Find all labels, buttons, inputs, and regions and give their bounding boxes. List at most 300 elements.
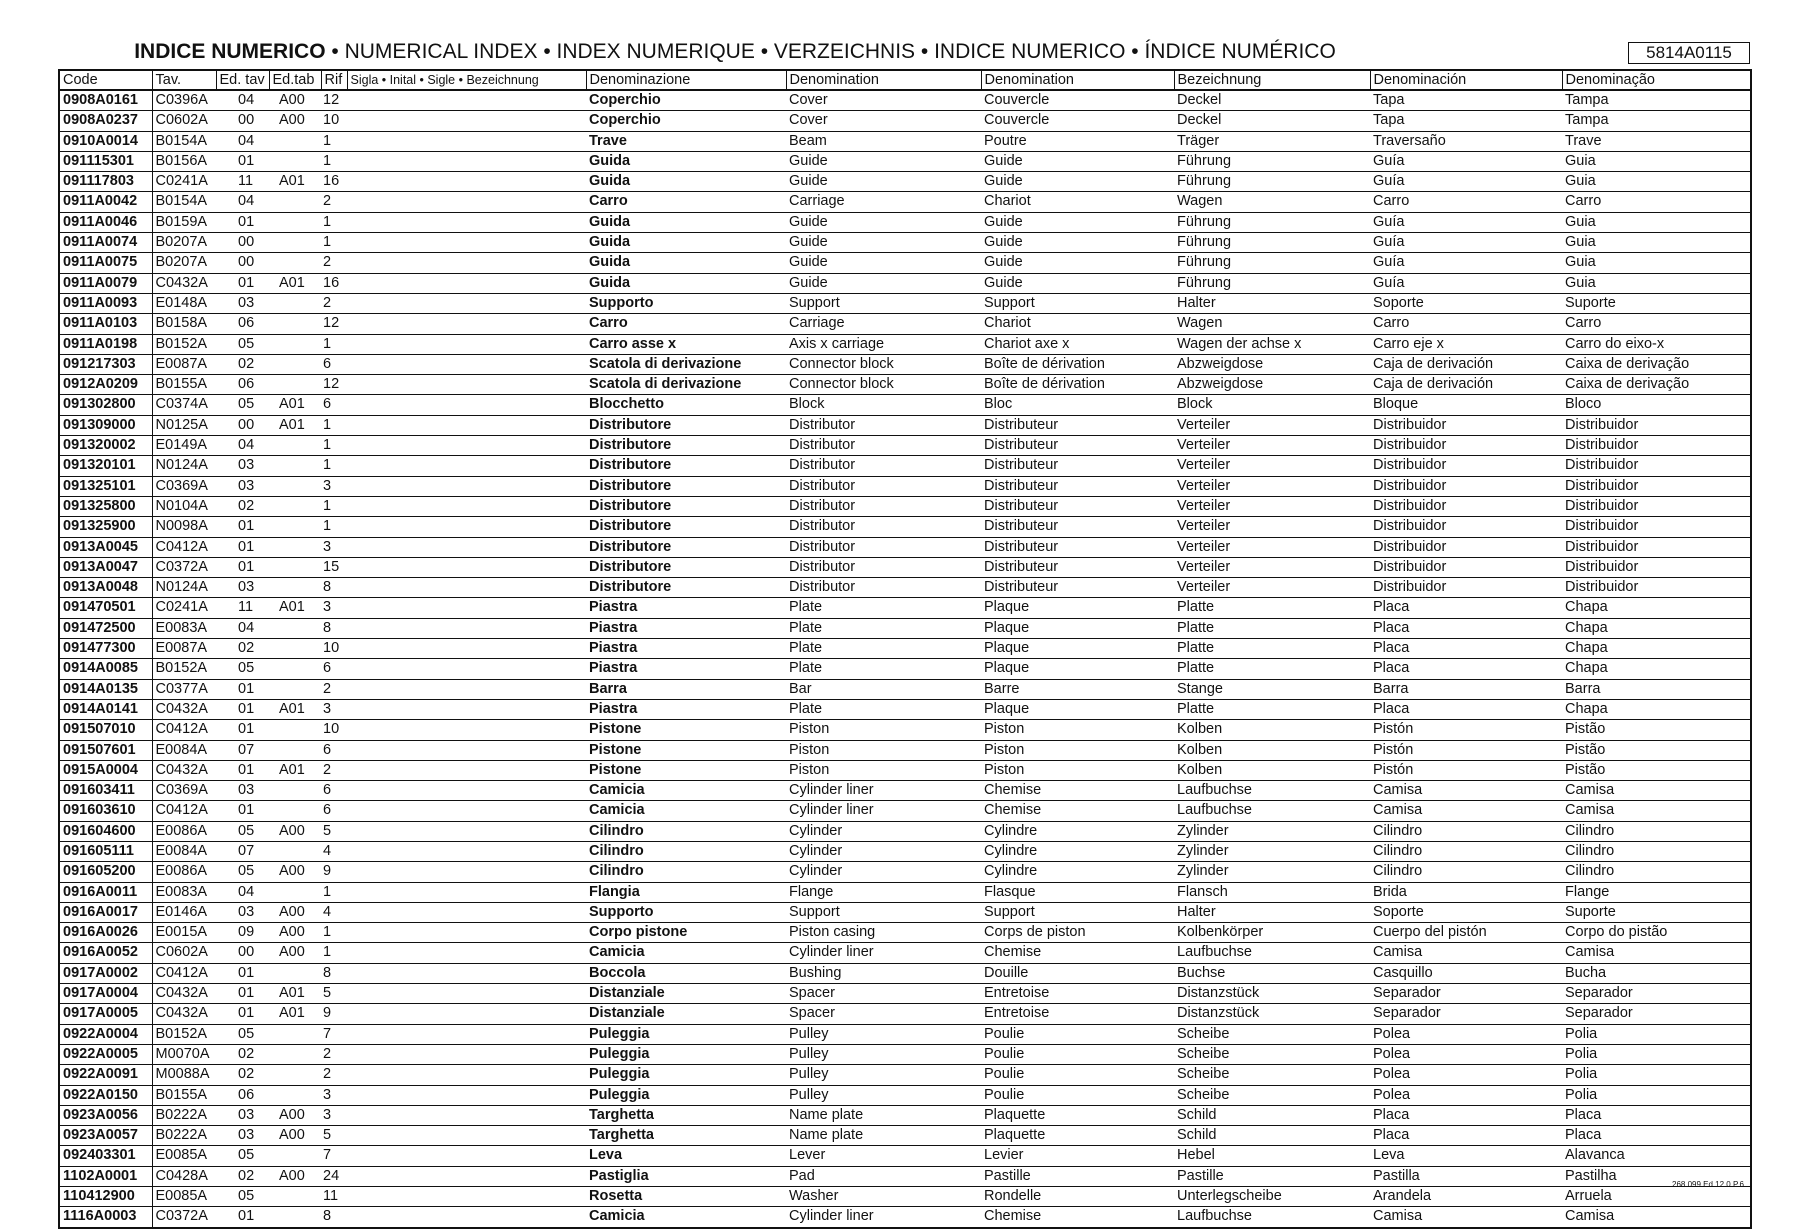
- denominacao-cell: Guia: [1562, 273, 1751, 293]
- code-cell: 091115301: [59, 151, 152, 171]
- denominacion-cell: Distribuidor: [1370, 517, 1562, 537]
- denominacion-cell: Cilindro: [1370, 841, 1562, 861]
- table-row: [59, 862, 1751, 882]
- bezeichnung-cell: Führung: [1174, 233, 1370, 253]
- rif-cell: 12: [321, 375, 347, 395]
- ed-tav-cell: 04: [216, 90, 269, 111]
- ed-tav-cell: 03: [216, 578, 269, 598]
- ed-tav-cell: 05: [216, 862, 269, 882]
- bezeichnung-cell: Laufbuchse: [1174, 781, 1370, 801]
- code-cell: 091507010: [59, 720, 152, 740]
- denominacion-cell: Cilindro: [1370, 821, 1562, 841]
- code-cell: 0916A0026: [59, 923, 152, 943]
- denominacao-cell: Tampa: [1562, 111, 1751, 131]
- denominacion-cell: Carro: [1370, 314, 1562, 334]
- code-cell: 0911A0046: [59, 212, 152, 232]
- bezeichnung-cell: Verteiler: [1174, 517, 1370, 537]
- ed-tav-cell: 11: [216, 598, 269, 618]
- denominazione-cell: Carro: [586, 192, 786, 212]
- tav-cell: C0372A: [152, 1207, 216, 1228]
- code-cell: 0914A0085: [59, 659, 152, 679]
- sigla-cell: [347, 415, 586, 435]
- table-row: [59, 760, 1751, 780]
- table-row: [59, 1105, 1751, 1125]
- ed-tab-cell: A00: [269, 923, 321, 943]
- denominazione-cell: Distributore: [586, 476, 786, 496]
- bezeichnung-cell: Verteiler: [1174, 456, 1370, 476]
- denominacion-cell: Soporte: [1370, 293, 1562, 313]
- rif-cell: 2: [321, 679, 347, 699]
- denominacao-cell: Pastilha: [1562, 1166, 1751, 1186]
- denominacao-cell: Caixa de derivação: [1562, 375, 1751, 395]
- bezeichnung-cell: Scheibe: [1174, 1024, 1370, 1044]
- ed-tav-cell: 11: [216, 172, 269, 192]
- sigla-cell: [347, 253, 586, 273]
- denomination-en-cell: Distributor: [786, 557, 981, 577]
- denominacao-cell: Separador: [1562, 1004, 1751, 1024]
- bezeichnung-cell: Abzweigdose: [1174, 354, 1370, 374]
- sigla-cell: [347, 740, 586, 760]
- denominacion-cell: Distribuidor: [1370, 476, 1562, 496]
- code-cell: 091603610: [59, 801, 152, 821]
- table-row: [59, 293, 1751, 313]
- rif-cell: 6: [321, 740, 347, 760]
- code-cell: 1102A0001: [59, 1166, 152, 1186]
- bezeichnung-cell: Hebel: [1174, 1146, 1370, 1166]
- sigla-cell: [347, 557, 586, 577]
- denominazione-cell: Puleggia: [586, 1024, 786, 1044]
- denominacao-cell: Guia: [1562, 212, 1751, 232]
- denominacao-cell: Guia: [1562, 172, 1751, 192]
- denomination-en-cell: Distributor: [786, 436, 981, 456]
- denominacion-cell: Guía: [1370, 151, 1562, 171]
- rif-cell: 1: [321, 334, 347, 354]
- rif-cell: 16: [321, 273, 347, 293]
- denomination-en-cell: Cylinder liner: [786, 801, 981, 821]
- denomination-fr-cell: Guide: [981, 212, 1174, 232]
- sigla-cell: [347, 639, 586, 659]
- bezeichnung-cell: Schild: [1174, 1126, 1370, 1146]
- denominazione-cell: Guida: [586, 273, 786, 293]
- table-row: [59, 436, 1751, 456]
- code-cell: 0913A0045: [59, 537, 152, 557]
- tav-cell: C0412A: [152, 801, 216, 821]
- bezeichnung-cell: Verteiler: [1174, 537, 1370, 557]
- denominazione-cell: Distributore: [586, 456, 786, 476]
- ed-tav-cell: 02: [216, 496, 269, 516]
- ed-tav-cell: 01: [216, 720, 269, 740]
- bezeichnung-cell: Deckel: [1174, 111, 1370, 131]
- denominacion-cell: Caja de derivación: [1370, 375, 1562, 395]
- table-row: [59, 334, 1751, 354]
- denomination-en-cell: Guide: [786, 151, 981, 171]
- ed-tav-cell: 06: [216, 1085, 269, 1105]
- ed-tab-cell: [269, 720, 321, 740]
- sigla-cell: [347, 172, 586, 192]
- ed-tav-cell: 02: [216, 354, 269, 374]
- code-cell: 091507601: [59, 740, 152, 760]
- rif-cell: 1: [321, 923, 347, 943]
- rif-cell: 15: [321, 557, 347, 577]
- code-cell: 0911A0079: [59, 273, 152, 293]
- denomination-fr-cell: Poulie: [981, 1024, 1174, 1044]
- denominacao-cell: Polia: [1562, 1065, 1751, 1085]
- ed-tav-cell: 01: [216, 760, 269, 780]
- rif-cell: 3: [321, 1105, 347, 1125]
- sigla-cell: [347, 293, 586, 313]
- sigla-cell: [347, 1146, 586, 1166]
- denominacion-cell: Separador: [1370, 1004, 1562, 1024]
- rif-cell: 2: [321, 293, 347, 313]
- denominazione-cell: Flangia: [586, 882, 786, 902]
- denominacion-cell: Pistón: [1370, 760, 1562, 780]
- ed-tav-cell: 04: [216, 882, 269, 902]
- denomination-en-cell: Distributor: [786, 476, 981, 496]
- denominacao-cell: Chapa: [1562, 659, 1751, 679]
- rif-cell: 1: [321, 882, 347, 902]
- tav-cell: B0156A: [152, 151, 216, 171]
- table-row: [59, 557, 1751, 577]
- table-row: [59, 354, 1751, 374]
- tav-cell: C0432A: [152, 984, 216, 1004]
- sigla-cell: [347, 862, 586, 882]
- ed-tav-cell: 07: [216, 740, 269, 760]
- rif-cell: 9: [321, 862, 347, 882]
- bezeichnung-cell: Zylinder: [1174, 841, 1370, 861]
- tav-cell: B0222A: [152, 1105, 216, 1125]
- bezeichnung-cell: Führung: [1174, 253, 1370, 273]
- denominazione-cell: Supporto: [586, 902, 786, 922]
- denominacao-cell: Chapa: [1562, 598, 1751, 618]
- denomination-en-cell: Pulley: [786, 1085, 981, 1105]
- denomination-en-cell: Guide: [786, 172, 981, 192]
- denomination-en-cell: Pulley: [786, 1044, 981, 1064]
- bezeichnung-cell: Halter: [1174, 293, 1370, 313]
- denominacion-cell: Polea: [1370, 1024, 1562, 1044]
- denominacion-cell: Distribuidor: [1370, 456, 1562, 476]
- sigla-cell: [347, 273, 586, 293]
- tav-cell: E0084A: [152, 740, 216, 760]
- ed-tav-cell: 01: [216, 801, 269, 821]
- sigla-cell: [347, 923, 586, 943]
- tav-cell: B0152A: [152, 334, 216, 354]
- denominacion-cell: Placa: [1370, 659, 1562, 679]
- ed-tab-cell: [269, 151, 321, 171]
- ed-tav-cell: 05: [216, 1146, 269, 1166]
- bezeichnung-cell: Träger: [1174, 131, 1370, 151]
- table-row: [59, 131, 1751, 151]
- denomination-en-cell: Washer: [786, 1187, 981, 1207]
- table-row: [59, 151, 1751, 171]
- denominazione-cell: Coperchio: [586, 90, 786, 111]
- bezeichnung-cell: Unterlegscheibe: [1174, 1187, 1370, 1207]
- denominacion-cell: Barra: [1370, 679, 1562, 699]
- tav-cell: E0085A: [152, 1187, 216, 1207]
- denomination-fr-cell: Distributeur: [981, 436, 1174, 456]
- rif-cell: 2: [321, 192, 347, 212]
- code-cell: 091325900: [59, 517, 152, 537]
- denomination-fr-cell: Boîte de dérivation: [981, 354, 1174, 374]
- denominacion-cell: Guía: [1370, 273, 1562, 293]
- tav-cell: E0084A: [152, 841, 216, 861]
- denomination-fr-cell: Piston: [981, 740, 1174, 760]
- denomination-en-cell: Distributor: [786, 496, 981, 516]
- ed-tab-cell: A01: [269, 172, 321, 192]
- tav-cell: C0374A: [152, 395, 216, 415]
- bezeichnung-cell: Halter: [1174, 902, 1370, 922]
- code-cell: 0914A0135: [59, 679, 152, 699]
- tav-cell: B0154A: [152, 131, 216, 151]
- code-cell: 0915A0004: [59, 760, 152, 780]
- denominazione-cell: Distributore: [586, 537, 786, 557]
- rif-cell: 1: [321, 151, 347, 171]
- denomination-fr-cell: Levier: [981, 1146, 1174, 1166]
- col-code-header: Code: [59, 70, 152, 90]
- tav-cell: B0159A: [152, 212, 216, 232]
- code-cell: 091320002: [59, 436, 152, 456]
- sigla-cell: [347, 395, 586, 415]
- denomination-en-cell: Support: [786, 902, 981, 922]
- code-cell: 0911A0074: [59, 233, 152, 253]
- rif-cell: 6: [321, 354, 347, 374]
- table-row: [59, 781, 1751, 801]
- tav-cell: B0154A: [152, 192, 216, 212]
- ed-tav-cell: 01: [216, 273, 269, 293]
- table-row: [59, 476, 1751, 496]
- denomination-fr-cell: Poulie: [981, 1085, 1174, 1105]
- denominazione-cell: Targhetta: [586, 1105, 786, 1125]
- denominazione-cell: Distanziale: [586, 1004, 786, 1024]
- denominacao-cell: Chapa: [1562, 639, 1751, 659]
- code-cell: 091325800: [59, 496, 152, 516]
- denominacao-cell: Separador: [1562, 984, 1751, 1004]
- sigla-cell: [347, 720, 586, 740]
- code-cell: 091472500: [59, 618, 152, 638]
- rif-cell: 11: [321, 1187, 347, 1207]
- bezeichnung-cell: Wagen der achse x: [1174, 334, 1370, 354]
- ed-tab-cell: [269, 537, 321, 557]
- denominacion-cell: Tapa: [1370, 90, 1562, 111]
- denominazione-cell: Camicia: [586, 801, 786, 821]
- denominazione-cell: Camicia: [586, 943, 786, 963]
- bezeichnung-cell: Verteiler: [1174, 578, 1370, 598]
- table-row: [59, 984, 1751, 1004]
- ed-tab-cell: A01: [269, 598, 321, 618]
- denominacion-cell: Placa: [1370, 1126, 1562, 1146]
- table-row: [59, 618, 1751, 638]
- denomination-en-cell: Piston: [786, 740, 981, 760]
- sigla-cell: [347, 882, 586, 902]
- denomination-en-cell: Cover: [786, 90, 981, 111]
- sigla-cell: [347, 1166, 586, 1186]
- denominazione-cell: Puleggia: [586, 1085, 786, 1105]
- rif-cell: 1: [321, 943, 347, 963]
- table-row: [59, 537, 1751, 557]
- denomination-fr-cell: Guide: [981, 233, 1174, 253]
- rif-cell: 4: [321, 902, 347, 922]
- tav-cell: C0369A: [152, 781, 216, 801]
- sigla-cell: [347, 537, 586, 557]
- tav-cell: N0125A: [152, 415, 216, 435]
- ed-tab-cell: A00: [269, 862, 321, 882]
- ed-tab-cell: [269, 1065, 321, 1085]
- rif-cell: 6: [321, 395, 347, 415]
- table-row: [59, 1146, 1751, 1166]
- title-rest: • NUMERICAL INDEX • INDEX NUMERIQUE • VERZEICHNIS • INDICE NUMERICO • ÍNDICE NUMÉRICO: [325, 40, 1336, 63]
- ed-tav-cell: 03: [216, 1126, 269, 1146]
- denomination-fr-cell: Poulie: [981, 1044, 1174, 1064]
- ed-tav-cell: 01: [216, 212, 269, 232]
- table-row: [59, 801, 1751, 821]
- denominacao-cell: Distribuidor: [1562, 578, 1751, 598]
- denominacion-cell: Tapa: [1370, 111, 1562, 131]
- tav-cell: N0124A: [152, 578, 216, 598]
- denominazione-cell: Guida: [586, 172, 786, 192]
- denominacion-cell: Polea: [1370, 1085, 1562, 1105]
- denomination-fr-cell: Chemise: [981, 781, 1174, 801]
- ed-tav-cell: 00: [216, 943, 269, 963]
- denominazione-cell: Distanziale: [586, 984, 786, 1004]
- denomination-fr-cell: Barre: [981, 679, 1174, 699]
- denomination-en-cell: Cover: [786, 111, 981, 131]
- ed-tab-cell: [269, 375, 321, 395]
- denominacao-cell: Guia: [1562, 151, 1751, 171]
- tav-cell: B0152A: [152, 659, 216, 679]
- rif-cell: 2: [321, 1044, 347, 1064]
- bezeichnung-cell: Distanzstück: [1174, 1004, 1370, 1024]
- denominazione-cell: Pistone: [586, 720, 786, 740]
- code-cell: 091605111: [59, 841, 152, 861]
- denominazione-cell: Pistone: [586, 740, 786, 760]
- denominazione-cell: Scatola di derivazione: [586, 354, 786, 374]
- denomination-fr-cell: Support: [981, 293, 1174, 313]
- code-cell: 091320101: [59, 456, 152, 476]
- code-cell: 0917A0004: [59, 984, 152, 1004]
- ed-tab-cell: [269, 131, 321, 151]
- tav-cell: C0372A: [152, 557, 216, 577]
- denominacao-cell: Distribuidor: [1562, 456, 1751, 476]
- rif-cell: 16: [321, 172, 347, 192]
- sigla-cell: [347, 902, 586, 922]
- denominacao-cell: Flange: [1562, 882, 1751, 902]
- denomination-fr-cell: Guide: [981, 151, 1174, 171]
- ed-tav-cell: 06: [216, 375, 269, 395]
- denominacion-cell: Caja de derivación: [1370, 354, 1562, 374]
- denominacion-cell: Guía: [1370, 172, 1562, 192]
- denomination-fr-cell: Distributeur: [981, 476, 1174, 496]
- bezeichnung-cell: Kolben: [1174, 720, 1370, 740]
- bezeichnung-cell: Abzweigdose: [1174, 375, 1370, 395]
- denomination-en-cell: Axis x carriage: [786, 334, 981, 354]
- denominazione-cell: Guida: [586, 151, 786, 171]
- sigla-cell: [347, 963, 586, 983]
- denomination-fr-cell: Cylindre: [981, 841, 1174, 861]
- table-row: [59, 1085, 1751, 1105]
- ed-tav-cell: 06: [216, 314, 269, 334]
- denomination-en-cell: Guide: [786, 233, 981, 253]
- ed-tav-cell: 00: [216, 253, 269, 273]
- bezeichnung-cell: Scheibe: [1174, 1044, 1370, 1064]
- denomination-fr-cell: Support: [981, 902, 1174, 922]
- bezeichnung-cell: Platte: [1174, 659, 1370, 679]
- ed-tab-cell: [269, 293, 321, 313]
- denominacao-cell: Distribuidor: [1562, 476, 1751, 496]
- rif-cell: 2: [321, 760, 347, 780]
- denominazione-cell: Distributore: [586, 436, 786, 456]
- table-row: [59, 578, 1751, 598]
- sigla-cell: [347, 801, 586, 821]
- code-cell: 1116A0003: [59, 1207, 152, 1228]
- table-row: [59, 273, 1751, 293]
- denomination-en-cell: Connector block: [786, 354, 981, 374]
- denominazione-cell: Pistone: [586, 760, 786, 780]
- table-row: [59, 415, 1751, 435]
- denominacao-cell: Trave: [1562, 131, 1751, 151]
- code-cell: 0908A0237: [59, 111, 152, 131]
- denomination-fr-cell: Rondelle: [981, 1187, 1174, 1207]
- sigla-cell: [347, 699, 586, 719]
- ed-tav-cell: 03: [216, 456, 269, 476]
- sigla-cell: [347, 375, 586, 395]
- sigla-cell: [347, 578, 586, 598]
- table-row: [59, 659, 1751, 679]
- denominacion-cell: Distribuidor: [1370, 496, 1562, 516]
- denomination-en-cell: Cylinder liner: [786, 943, 981, 963]
- tav-cell: E0086A: [152, 862, 216, 882]
- denominacion-cell: Pistón: [1370, 740, 1562, 760]
- table-row: [59, 192, 1751, 212]
- denominacao-cell: Cilindro: [1562, 821, 1751, 841]
- ed-tav-cell: 04: [216, 192, 269, 212]
- ed-tav-cell: 05: [216, 395, 269, 415]
- table-row: [59, 740, 1751, 760]
- tav-cell: B0222A: [152, 1126, 216, 1146]
- code-cell: 0916A0011: [59, 882, 152, 902]
- table-row: [59, 841, 1751, 861]
- tav-cell: C0432A: [152, 273, 216, 293]
- ed-tav-cell: 01: [216, 1207, 269, 1228]
- table-row: [59, 212, 1751, 232]
- denomination-fr-cell: Plaque: [981, 639, 1174, 659]
- denominacion-cell: Camisa: [1370, 1207, 1562, 1228]
- tav-cell: C0396A: [152, 90, 216, 111]
- denominazione-cell: Piastra: [586, 598, 786, 618]
- ed-tab-cell: [269, 1044, 321, 1064]
- rif-cell: 2: [321, 1065, 347, 1085]
- ed-tab-cell: [269, 679, 321, 699]
- denomination-en-cell: Guide: [786, 273, 981, 293]
- denominacao-cell: Cilindro: [1562, 862, 1751, 882]
- table-row: [59, 1024, 1751, 1044]
- denominacao-cell: Barra: [1562, 679, 1751, 699]
- denominacion-cell: Distribuidor: [1370, 578, 1562, 598]
- bezeichnung-cell: Kolben: [1174, 740, 1370, 760]
- denominacion-cell: Casquillo: [1370, 963, 1562, 983]
- sigla-cell: [347, 1126, 586, 1146]
- sigla-cell: [347, 314, 586, 334]
- denominazione-cell: Guida: [586, 253, 786, 273]
- sigla-cell: [347, 192, 586, 212]
- denomination-fr-cell: Chemise: [981, 943, 1174, 963]
- denomination-fr-cell: Plaque: [981, 659, 1174, 679]
- ed-tav-cell: 04: [216, 131, 269, 151]
- code-cell: 0917A0002: [59, 963, 152, 983]
- ed-tav-cell: 02: [216, 1044, 269, 1064]
- col-denomination-en-header: Denomination: [786, 70, 981, 90]
- ed-tab-cell: [269, 476, 321, 496]
- ed-tab-cell: A00: [269, 1105, 321, 1125]
- table-row: [59, 517, 1751, 537]
